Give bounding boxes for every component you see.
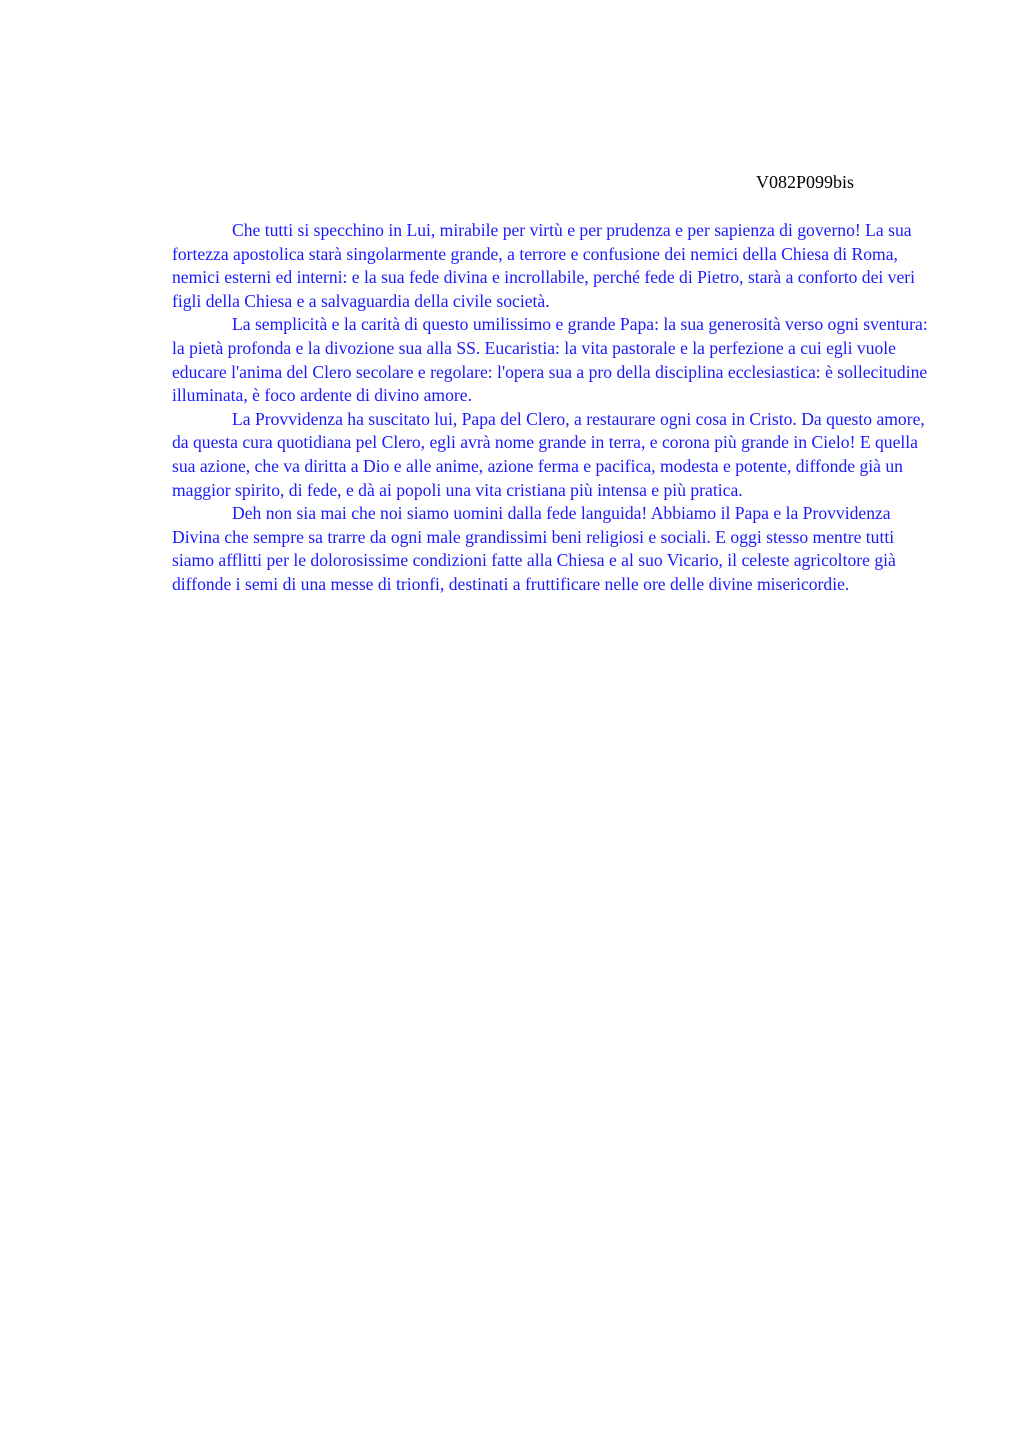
paragraph-3: La Provvidenza ha suscitato lui, Papa del Clero, a restaurare ogni cosa in Cristo. Da questo amore, da questa cura quotidiana pel Clero, egli avrà nome grande in terra, e corona più grande in Cielo! E quella sua azione, che va diritta a Dio e alle anime, azione ferma e pacifica, modesta e potente, diffonde già un maggior spirito, di fede, e dà ai popoli una vita cristiana più intensa e più pratica. <box>172 408 925 500</box>
paragraph-4: Deh non sia mai che noi siamo uomini dalla fede languida! Abbiamo il Papa e la Provvidenza Divina che sempre sa trarre da ogni male grandissimi beni religiosi e sociali. E oggi stesso mentre tutti siamo afflitti per le dolorosissime condizioni fatte alla Chiesa e al suo Vicario, il celeste agricoltore già diffonde i semi di una messe di trionfi, destinati a fruttificare nelle ore delle divine misericordie. <box>172 503 896 594</box>
body-text <box>172 219 932 597</box>
page-code: V082P099bis <box>756 172 855 192</box>
paragraph-1: Che tutti si specchino in Lui, mirabile per virtù e per prudenza e per sapienza di governo! La sua fortezza apostolica starà singolarmente grande, a terrore e confusione dei nemici della Chiesa di Roma, nemici esterni ed interni: e la sua fede divina e incrollabile, perché fede di Pietro, starà a conforto dei veri figli della Chiesa e a salvaguardia della civile società. <box>172 220 916 311</box>
paragraph-2: La semplicità e la carità di questo umilissimo e grande Papa: la sua generosità verso ogni sventura: la pietà profonda e la divozione sua alla SS. Eucaristia: la vita pastorale e la perfezione a cui egli vuole educare l'anima del Clero secolare e regolare: l'opera sua a pro della disciplina ecclesiastica: è sollecitudine illuminata, è foco ardente di divino amore. <box>172 314 928 406</box>
